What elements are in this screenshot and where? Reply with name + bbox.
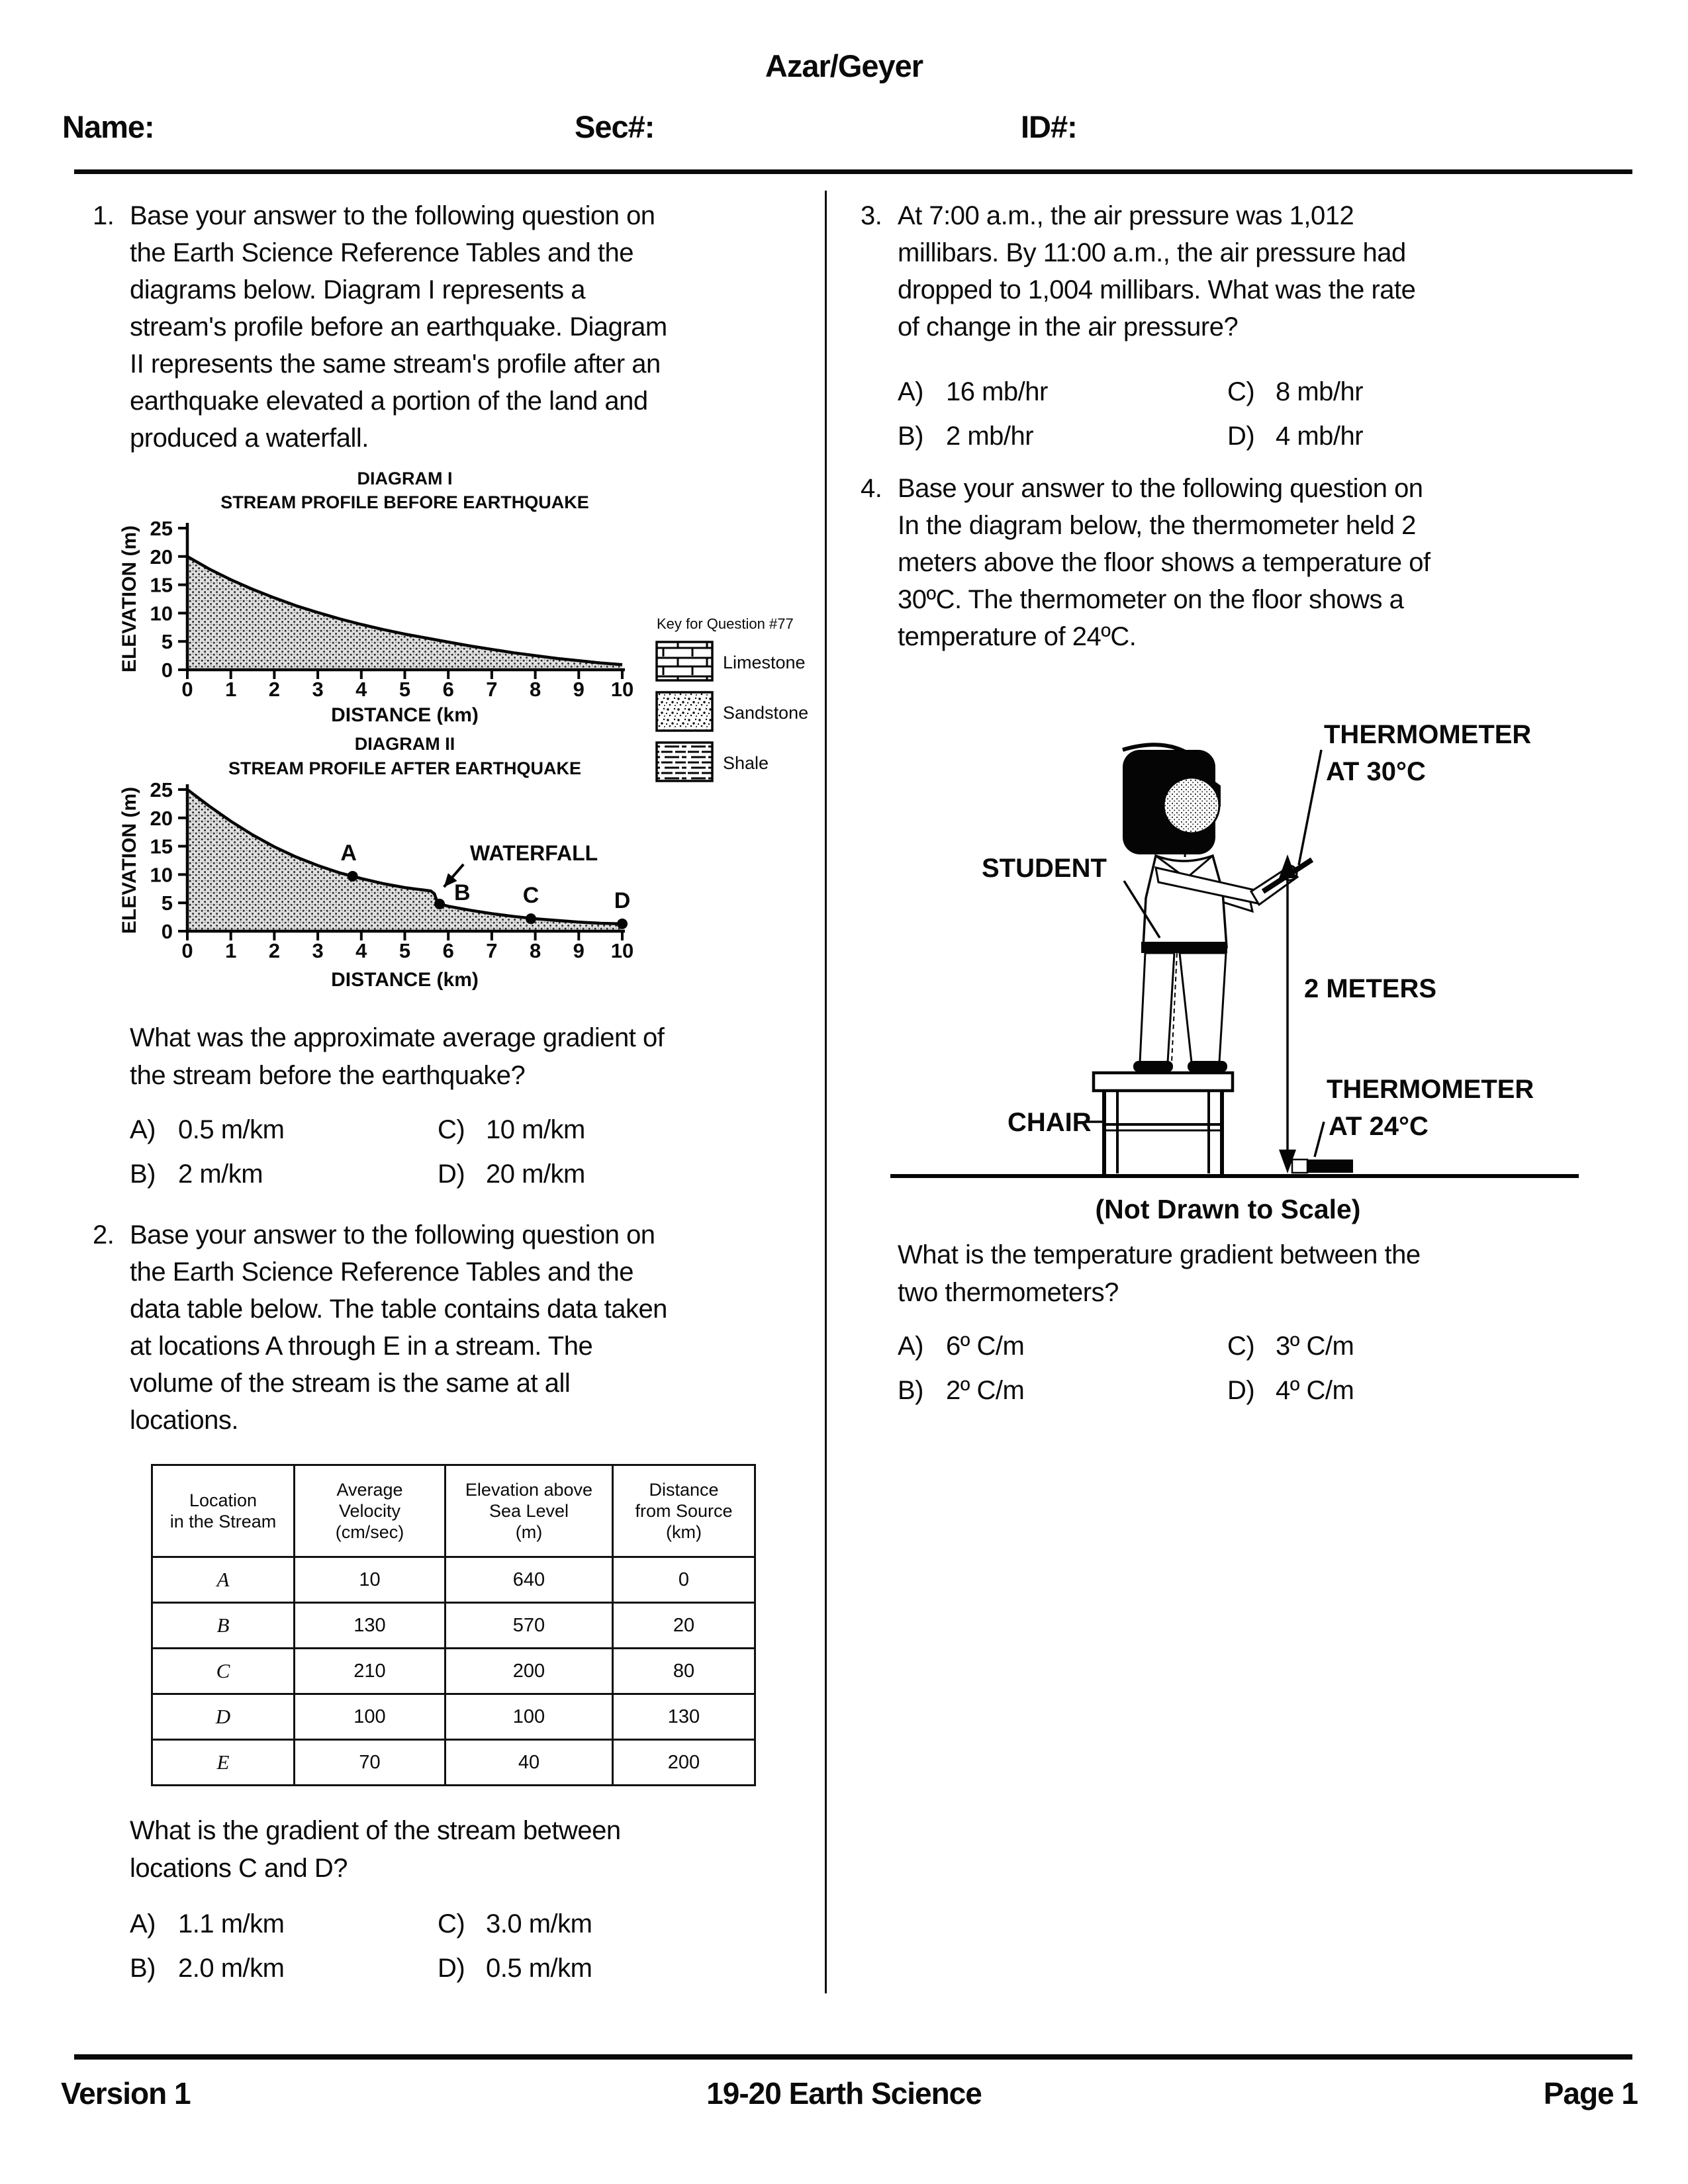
table-column-header: Location in the Stream	[152, 1465, 295, 1557]
student-label: STUDENT	[982, 854, 1107, 883]
svg-text:0: 0	[161, 920, 173, 943]
svg-text:B: B	[454, 880, 471, 905]
svg-text:5: 5	[161, 891, 173, 915]
q2-number: 2.	[93, 1220, 115, 1250]
svg-text:4: 4	[355, 939, 367, 962]
q4-choice-b-label: B)	[898, 1376, 923, 1405]
svg-text:8: 8	[529, 678, 541, 701]
svg-text:2: 2	[268, 678, 281, 701]
diagram2-stream-profile-after-chart	[99, 725, 821, 1006]
therm24-label-line2: AT 24°C	[1329, 1112, 1429, 1141]
q2-choice-a-text: 1.1 m/km	[178, 1909, 285, 1938]
q3-choice-a-label: A)	[898, 377, 923, 406]
q3-choice-b-text: 2 mb/hr	[946, 422, 1034, 451]
svg-text:25: 25	[150, 778, 173, 801]
table-cell-location: B	[152, 1603, 295, 1649]
therm24-label-line1: THERMOMETER	[1327, 1075, 1534, 1104]
table-cell-value: 70	[295, 1740, 445, 1786]
svg-text:STREAM PROFILE AFTER EARTHQUA: STREAM PROFILE AFTER EARTHQUAKE	[228, 758, 581, 778]
q1-choice-a-text: 0.5 m/km	[178, 1115, 285, 1144]
stream-data-table	[151, 1464, 756, 1786]
svg-text:7: 7	[486, 678, 498, 701]
q2-choice-a-label: A)	[130, 1909, 156, 1938]
table-cell-value: 640	[445, 1557, 613, 1603]
student-belt-icon	[1141, 942, 1227, 953]
svg-text:1: 1	[225, 678, 237, 701]
svg-text:8: 8	[529, 939, 541, 962]
q2-choice-b-label: B)	[130, 1954, 156, 1983]
q4-choice-d-label: D)	[1227, 1376, 1255, 1405]
table-row	[152, 1603, 755, 1649]
q1-choice-a-label: A)	[130, 1115, 156, 1144]
q4-prompt: What is the temperature gradient between the two thermometers?	[898, 1240, 1421, 1307]
two-meters-label: 2 METERS	[1304, 974, 1437, 1003]
svg-text:C: C	[522, 883, 539, 909]
table-cell-value: 130	[613, 1694, 755, 1740]
therm30-label-line2: AT 30°C	[1326, 757, 1426, 786]
svg-text:2: 2	[268, 939, 281, 962]
page-title: Azar/Geyer	[765, 48, 923, 83]
svg-text:25: 25	[150, 517, 173, 540]
q2-choice-row-1	[130, 1909, 831, 1946]
footer-version: Version 1	[61, 2076, 191, 2111]
column-divider	[825, 191, 827, 1993]
footer-page: Page 1	[1543, 2076, 1638, 2111]
table-cell-value: 20	[613, 1603, 755, 1649]
svg-text:D: D	[614, 887, 631, 913]
svg-text:0: 0	[181, 939, 193, 962]
table-cell-location: A	[152, 1557, 295, 1603]
q3-stem: At 7:00 a.m., the air pressure was 1,012 millibars. By 11:00 a.m., the air pressure had dropped to 1,004 millibars. What was the rate of change in the air pressure?	[898, 201, 1416, 341]
therm30-leader-line	[1299, 750, 1321, 865]
q3-choice-c-label: C)	[1227, 377, 1255, 406]
q2-choice-d-label: D)	[438, 1954, 465, 1983]
q2-choice-b-text: 2.0 m/km	[178, 1954, 285, 1983]
q3-choice-b-label: B)	[898, 422, 923, 451]
svg-text:ELEVATION (m): ELEVATION (m)	[118, 525, 140, 673]
q4-stem: Base your answer to the following question on In the diagram below, the thermometer held 2 meters above the floor shows a temperature of 30ºC. The thermometer on the floor shows a temperature of 24ºC.	[898, 474, 1430, 651]
therm30-label-line1: THERMOMETER	[1324, 720, 1532, 749]
svg-text:15: 15	[150, 573, 173, 597]
svg-text:10: 10	[610, 678, 634, 701]
q1-stem: Base your answer to the following question on the Earth Science Reference Tables and the diagrams below. Diagram I represents a stream's profile before an earthquake. Diagram II represents the same stream's profile after an earthquake elevated a portion of the land and produced a waterfall.	[130, 201, 667, 453]
student-thermometer-figure	[861, 659, 1628, 1236]
svg-text:DIAGRAM II: DIAGRAM II	[354, 734, 455, 754]
q1-choice-row-2	[130, 1160, 831, 1197]
svg-text:9: 9	[573, 678, 585, 701]
svg-text:5: 5	[399, 678, 411, 701]
q2-stem: Base your answer to the following question on the Earth Science Reference Tables and the data table below. The table contains data taken at locations A through E in a stream. The volume of the stream is the same at all locations.	[130, 1220, 667, 1435]
q4-choice-c-text: 3º C/m	[1276, 1332, 1354, 1361]
svg-text:STREAM PROFILE BEFORE EARTHQUA: STREAM PROFILE BEFORE EARTHQUAKE	[220, 492, 589, 512]
q2-choice-d-text: 0.5 m/km	[486, 1954, 592, 1983]
svg-text:5: 5	[161, 630, 173, 654]
table-cell-location: D	[152, 1694, 295, 1740]
svg-text:10: 10	[610, 939, 634, 962]
svg-text:20: 20	[150, 545, 173, 569]
svg-text:DIAGRAM I: DIAGRAM I	[357, 469, 453, 488]
q3-choice-d-text: 4 mb/hr	[1276, 422, 1364, 451]
q1-choice-b-label: B)	[130, 1160, 156, 1189]
q1-choice-row-1	[130, 1115, 831, 1152]
chair-label: CHAIR	[1008, 1108, 1092, 1137]
table-column-header: Elevation above Sea Level (m)	[445, 1465, 613, 1557]
table-cell-value: 100	[295, 1694, 445, 1740]
table-column-header: Average Velocity (cm/sec)	[295, 1465, 445, 1557]
q1-number: 1.	[93, 201, 115, 230]
q3-number: 3.	[861, 201, 882, 230]
q2-choice-c-text: 3.0 m/km	[486, 1909, 592, 1938]
student-shoe-icon	[1133, 1061, 1173, 1072]
q3-choice-a-text: 16 mb/hr	[946, 377, 1048, 406]
svg-text:ELEVATION (m): ELEVATION (m)	[118, 786, 140, 934]
table-cell-value: 80	[613, 1649, 755, 1694]
not-drawn-to-scale-caption: (Not Drawn to Scale)	[1095, 1194, 1361, 1224]
sec-label: Sec#:	[575, 109, 655, 144]
svg-text:20: 20	[150, 806, 173, 830]
q1-prompt: What was the approximate average gradient of the stream before the earthquake?	[130, 1023, 665, 1090]
table-cell-value: 100	[445, 1694, 613, 1740]
table-cell-value: 210	[295, 1649, 445, 1694]
q1-choice-c-text: 10 m/km	[486, 1115, 585, 1144]
svg-text:9: 9	[573, 939, 585, 962]
q4-choice-a-label: A)	[898, 1332, 923, 1361]
svg-text:10: 10	[150, 863, 173, 887]
svg-text:6: 6	[442, 939, 454, 962]
q4-choice-c-label: C)	[1227, 1332, 1255, 1361]
q4-choice-d-text: 4º C/m	[1276, 1376, 1354, 1405]
therm24-leader-line	[1315, 1122, 1324, 1157]
q4-number: 4.	[861, 474, 882, 503]
q3-choice-row-1	[898, 377, 1599, 414]
table-cell-value: 0	[613, 1557, 755, 1603]
table-cell-value: 40	[445, 1740, 613, 1786]
svg-text:1: 1	[225, 939, 237, 962]
svg-text:5: 5	[399, 939, 411, 962]
table-cell-value: 570	[445, 1603, 613, 1649]
svg-text:Limestone: Limestone	[723, 653, 806, 672]
q4-choice-b-text: 2º C/m	[946, 1376, 1025, 1405]
table-cell-value: 200	[613, 1740, 755, 1786]
header-rule	[74, 169, 1632, 174]
stream-table-header	[152, 1465, 755, 1557]
svg-text:3: 3	[312, 678, 324, 701]
q1-choice-c-label: C)	[438, 1115, 465, 1144]
svg-text:10: 10	[150, 602, 173, 625]
svg-text:15: 15	[150, 835, 173, 858]
table-cell-location: C	[152, 1649, 295, 1694]
q2-prompt: What is the gradient of the stream between locations C and D?	[130, 1816, 621, 1883]
q2-choice-c-label: C)	[438, 1909, 465, 1938]
q1-choice-b-text: 2 m/km	[178, 1160, 263, 1189]
footer-course: 19-20 Earth Science	[706, 2076, 982, 2111]
q4-choice-a-text: 6º C/m	[946, 1332, 1025, 1361]
table-row	[152, 1694, 755, 1740]
table-cell-value: 200	[445, 1649, 613, 1694]
table-cell-value: 10	[295, 1557, 445, 1603]
svg-text:Key for Question #77: Key for Question #77	[657, 615, 794, 632]
svg-text:A: A	[340, 840, 357, 866]
svg-text:Sandstone: Sandstone	[723, 703, 809, 723]
table-row	[152, 1740, 755, 1786]
svg-text:7: 7	[486, 939, 498, 962]
q1-choice-d-label: D)	[438, 1160, 465, 1189]
student-shoe-icon	[1188, 1061, 1227, 1072]
q4-choice-row-1	[898, 1332, 1599, 1369]
q3-choice-d-label: D)	[1227, 422, 1255, 451]
svg-text:WATERFALL: WATERFALL	[470, 841, 598, 865]
svg-text:3: 3	[312, 939, 324, 962]
stream-table-body	[152, 1557, 755, 1786]
q2-choice-row-2	[130, 1954, 831, 1991]
svg-text:Shale: Shale	[723, 753, 769, 773]
svg-text:0: 0	[161, 659, 173, 682]
svg-text:DISTANCE (km): DISTANCE (km)	[331, 969, 479, 991]
table-cell-location: E	[152, 1740, 295, 1786]
table-row	[152, 1557, 755, 1603]
id-label: ID#:	[1021, 109, 1077, 144]
svg-text:4: 4	[355, 678, 367, 701]
svg-text:DISTANCE (km): DISTANCE (km)	[331, 704, 479, 725]
table-row	[152, 1649, 755, 1694]
table-column-header: Distance from Source (km)	[613, 1465, 755, 1557]
footer-rule	[74, 2054, 1632, 2060]
q1-choice-d-text: 20 m/km	[486, 1160, 585, 1189]
name-label: Name:	[62, 109, 154, 144]
q3-choice-c-text: 8 mb/hr	[1276, 377, 1364, 406]
q3-choice-row-2	[898, 422, 1599, 459]
svg-text:6: 6	[442, 678, 454, 701]
table-cell-value: 130	[295, 1603, 445, 1649]
svg-text:0: 0	[181, 678, 193, 701]
two-meter-arrow-icon	[1279, 854, 1296, 1173]
floor-thermometer-icon	[1292, 1160, 1353, 1173]
chair-icon	[1094, 1073, 1233, 1175]
student-face-icon	[1164, 778, 1219, 833]
q4-choice-row-2	[898, 1376, 1599, 1413]
